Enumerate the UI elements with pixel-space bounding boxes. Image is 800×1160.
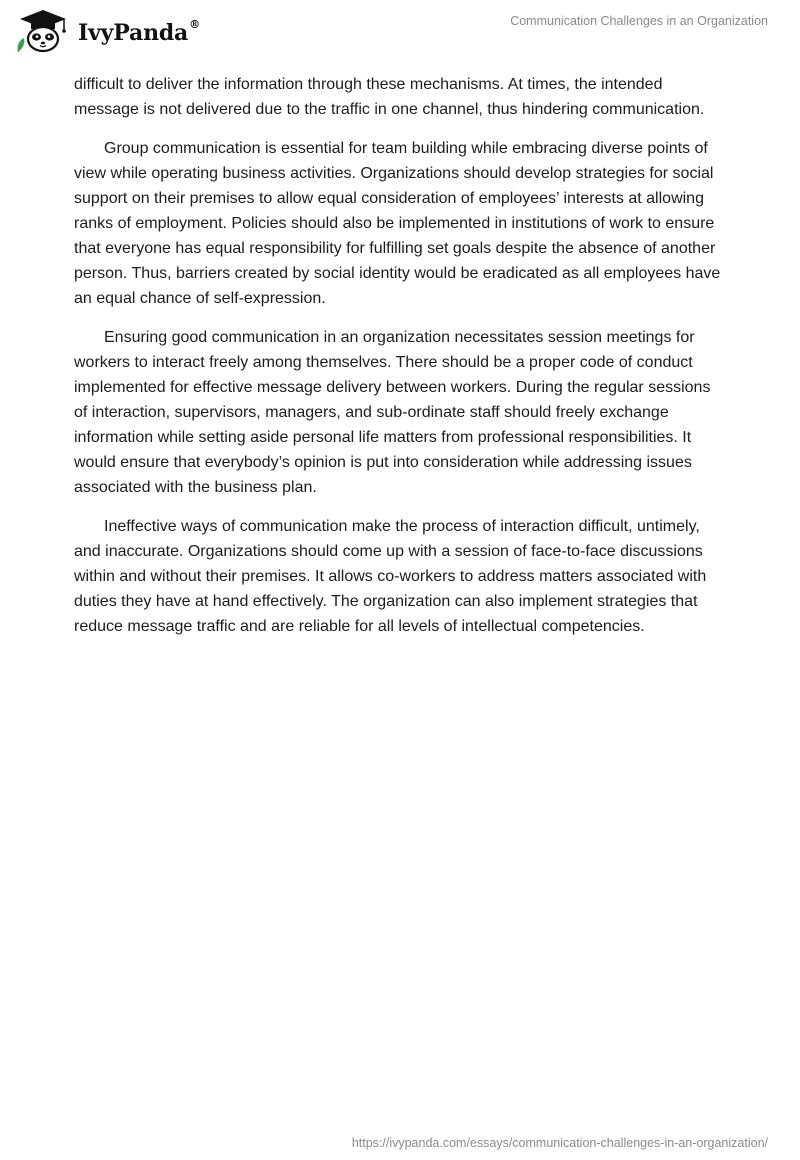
paragraph: Group communication is essential for team building while embracing diverse points of view while operating business activities. Organizations should develop strategies for social support on their premises to allow equal consideration of employees’ interests at allowing ranks of employment. Policies should also be implemented in institutions of work to ensure that everyone has equal responsibility for fulfilling set goals despite the absence of another person. Thus, barriers created by social identity would be eradicated as all employees have an equal chance of self-expression. (74, 140, 721, 307)
paragraph: difficult to deliver the information through these mechanisms. At times, the intended message is not delivered due to the traffic in one channel, thus hindering communication. (74, 76, 705, 118)
document-title: Communication Challenges in an Organization (510, 14, 768, 28)
paragraph: Ineffective ways of communication make the process of interaction difficult, untimely, and inaccurate. Organizations should come up with a session of face-to-face discussions within and without their premises. It allows co-workers to address matters associated with duties they have at hand effectively. The organization can also implement strategies that reduce message traffic and are reliable for all levels of intellectual competencies. (74, 518, 707, 635)
paragraph: Ensuring good communication in an organization necessitates session meetings for workers to interact freely among themselves. There should be a proper code of conduct implemented for effective message delivery between workers. During the regular sessions of interaction, supervisors, managers, and sub-ordinate staff should freely exchange information while setting aside personal life matters from professional responsibilities. It would ensure that everybody’s opinion is put into consideration while addressing issues associated with the business plan. (74, 329, 711, 496)
registered-mark: ® (189, 18, 200, 31)
source-url[interactable]: https://ivypanda.com/essays/communication-challenges-in-an-organization/ (351, 1136, 768, 1150)
page-header (0, 0, 800, 60)
brand-name: IvyPanda® (78, 18, 200, 46)
essay-body (74, 72, 724, 653)
panda-graduation-cap-icon (14, 8, 72, 54)
ivypanda-logo[interactable] (14, 8, 200, 54)
